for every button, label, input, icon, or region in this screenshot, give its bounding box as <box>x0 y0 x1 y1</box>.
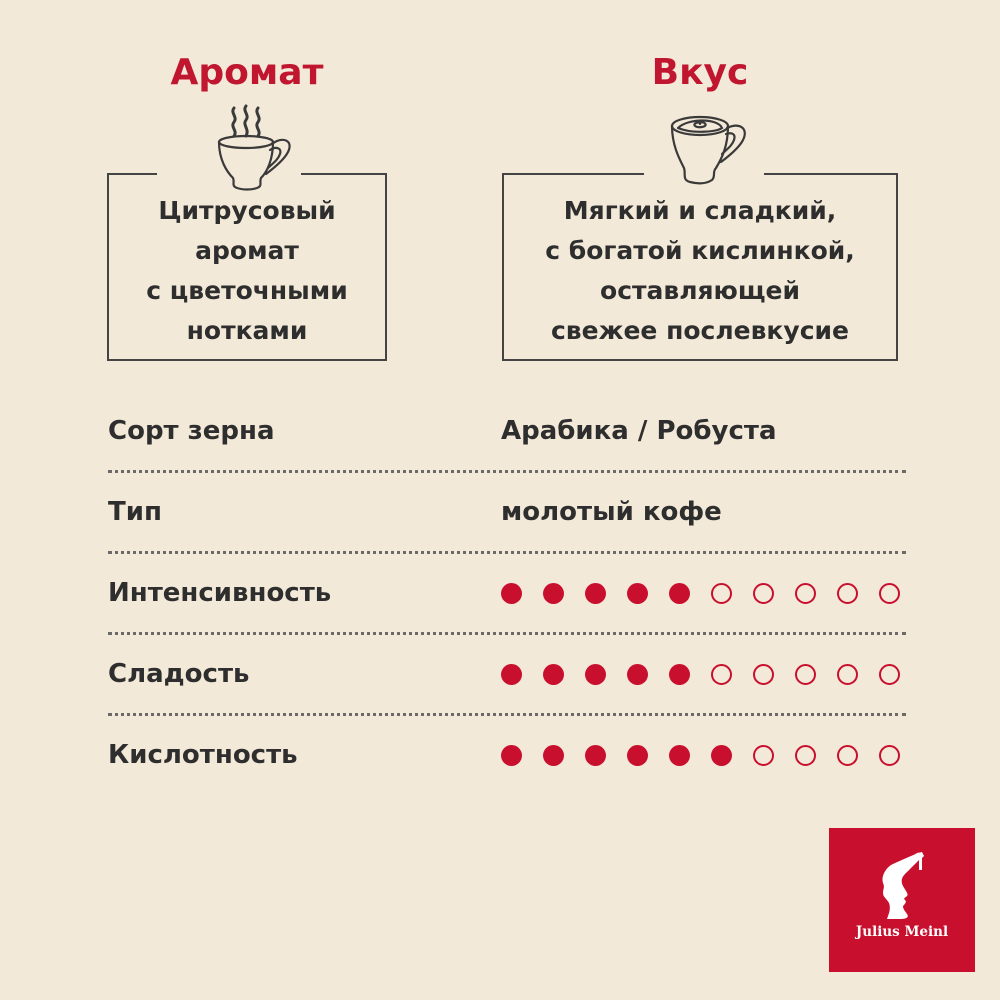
empty-dot-icon <box>753 745 774 766</box>
spec-label: Тип <box>108 497 162 527</box>
filled-dot-icon <box>501 745 522 766</box>
taste-description-box <box>502 173 898 361</box>
empty-dot-icon <box>837 583 858 604</box>
spec-label: Интенсивность <box>108 578 332 608</box>
filled-dot-icon <box>543 745 564 766</box>
spec-label: Сладость <box>108 659 250 689</box>
taste-line-4: свежее послевкусие <box>550 316 849 345</box>
empty-dot-icon <box>795 745 816 766</box>
taste-line-1: Мягкий и сладкий, <box>563 196 837 225</box>
filled-dot-icon <box>711 745 732 766</box>
empty-dot-icon <box>711 583 732 604</box>
rating-dots <box>501 583 900 604</box>
filled-dot-icon <box>501 664 522 685</box>
rating-dots <box>501 745 900 766</box>
filled-dot-icon <box>543 583 564 604</box>
filled-dot-icon <box>669 664 690 685</box>
aroma-line-2: аромат <box>195 236 299 265</box>
empty-dot-icon <box>837 664 858 685</box>
taste-line-2: с богатой кислинкой, <box>545 236 855 265</box>
filled-dot-icon <box>585 745 606 766</box>
filled-dot-icon <box>627 745 648 766</box>
spec-row-acidity <box>108 716 906 794</box>
filled-dot-icon <box>585 583 606 604</box>
empty-dot-icon <box>879 664 900 685</box>
aroma-line-1: Цитрусовый <box>158 196 336 225</box>
spec-row-type <box>108 473 906 551</box>
filled-dot-icon <box>627 583 648 604</box>
heading-aroma: Аромат <box>170 52 324 93</box>
spec-row-bean-type <box>108 392 906 470</box>
empty-dot-icon <box>837 745 858 766</box>
aroma-line-4: нотками <box>186 316 308 345</box>
julius-meinl-boy-silhouette-icon <box>872 850 932 920</box>
spec-row-sweetness <box>108 635 906 713</box>
empty-dot-icon <box>753 583 774 604</box>
box-top-border-left <box>504 173 644 175</box>
filled-dot-icon <box>627 664 648 685</box>
filled-dot-icon <box>669 583 690 604</box>
filled-dot-icon <box>669 745 690 766</box>
box-top-border-right <box>301 173 385 175</box>
spec-label: Кислотность <box>108 740 298 770</box>
spec-label: Сорт зерна <box>108 416 275 446</box>
brand-name: Julius Meinl <box>855 924 949 940</box>
taste-description <box>545 191 855 351</box>
spec-value: молотый кофе <box>501 497 722 527</box>
empty-dot-icon <box>879 745 900 766</box>
filled-dot-icon <box>585 664 606 685</box>
empty-dot-icon <box>879 583 900 604</box>
aroma-description-box <box>107 173 387 361</box>
taste-line-3: оставляющей <box>600 276 800 305</box>
box-top-border-right <box>764 173 896 175</box>
empty-dot-icon <box>795 583 816 604</box>
julius-meinl-logo <box>829 828 975 972</box>
filled-dot-icon <box>501 583 522 604</box>
spec-row-intensity <box>108 554 906 632</box>
spec-value: Арабика / Робуста <box>501 416 777 446</box>
aroma-description <box>146 191 348 351</box>
filled-dot-icon <box>543 664 564 685</box>
rating-dots <box>501 664 900 685</box>
specs-table <box>108 392 906 794</box>
heading-taste: Вкус <box>651 52 749 93</box>
aroma-line-3: с цветочными <box>146 276 348 305</box>
box-top-border-left <box>109 173 157 175</box>
empty-dot-icon <box>711 664 732 685</box>
empty-dot-icon <box>795 664 816 685</box>
empty-dot-icon <box>753 664 774 685</box>
